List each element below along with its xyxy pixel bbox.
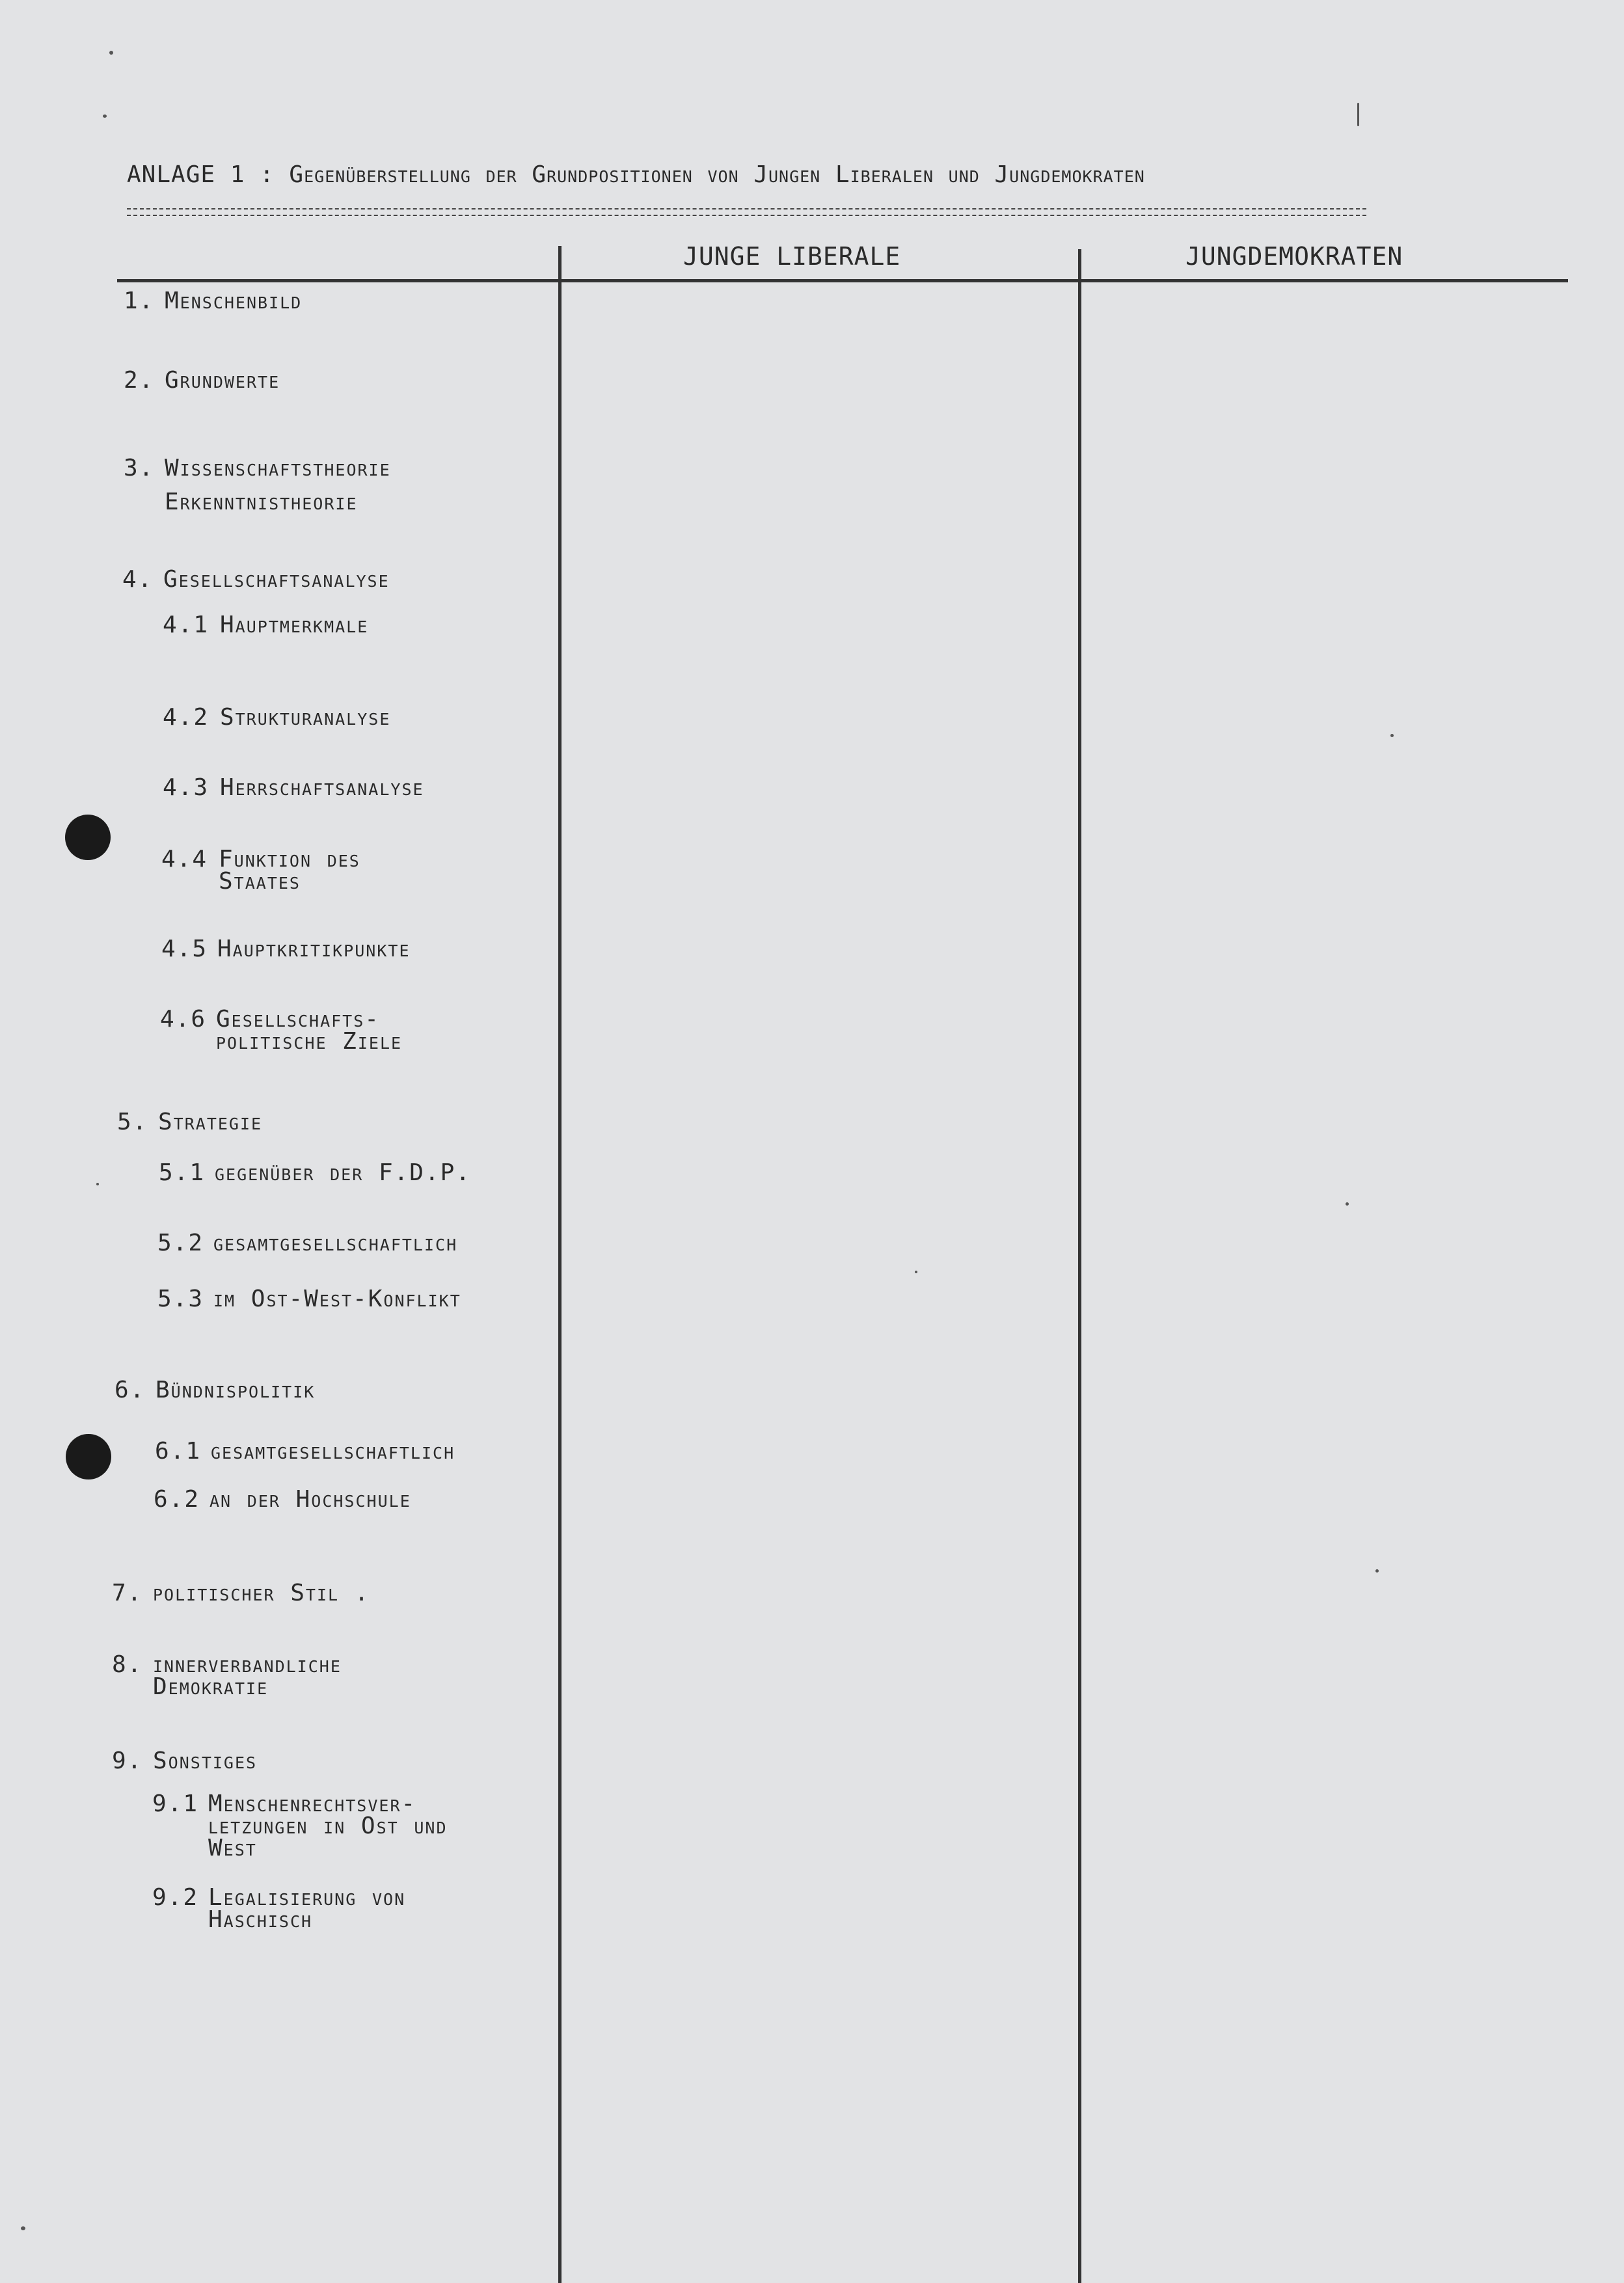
- topic-label: Gesellschafts- politische Ziele: [216, 1006, 403, 1055]
- topic-label: Strukturanalyse: [220, 704, 391, 731]
- topic-6-1-gesamtgesellschaftlich: [155, 1440, 455, 1463]
- topic-number: 4.2: [163, 704, 210, 731]
- topic-number: 5.2: [157, 1230, 204, 1256]
- topic-number: 6.2: [154, 1486, 200, 1513]
- topic-number: 1.: [124, 288, 155, 314]
- column-header-junge-liberale: JUNGE LIBERALE: [683, 242, 901, 271]
- topic-label: Hauptkritikpunkte: [217, 936, 411, 962]
- topic-label: gegenüber der F.D.P.: [215, 1159, 472, 1186]
- topic-5-1-gegenueber-fdp: [159, 1159, 472, 1186]
- topic-label: Legalisierung von Haschisch: [208, 1884, 406, 1933]
- topic-4-3-herrschaftsanalyse: [163, 774, 424, 801]
- topic-label: im Ost-West-Konflikt: [213, 1286, 461, 1312]
- topic-number: 3.: [124, 455, 155, 481]
- topic-3-wissenschaftstheorie: [124, 452, 391, 519]
- topic-4-1-hauptmerkmale: [163, 614, 368, 636]
- topic-number: 6.: [115, 1377, 146, 1403]
- topic-label: Strategie: [158, 1109, 263, 1135]
- topic-8-innerverbandliche-demokratie: [112, 1651, 342, 1700]
- topic-number: 4.1: [163, 612, 210, 638]
- topic-label: politischer Stil .: [153, 1580, 370, 1606]
- topic-label: Funktion des Staates: [219, 846, 360, 895]
- topic-number: 5.3: [157, 1286, 204, 1312]
- topic-9-1-menschenrechtsverletzungen: [152, 1790, 448, 1861]
- scan-speck: [96, 1183, 99, 1185]
- scan-speck: [103, 115, 107, 118]
- punch-hole-lower: [66, 1434, 111, 1479]
- topic-number: 4.: [122, 566, 154, 593]
- topic-label: Hauptmerkmale: [220, 612, 369, 638]
- topic-label: innerverbandliche Demokratie: [153, 1651, 342, 1700]
- punch-hole-upper: [65, 815, 111, 860]
- topic-4-6-gesellschaftspolitische-ziele: [160, 1008, 402, 1053]
- topic-label: Menschenrechtsver- letzungen in Ost und West: [208, 1790, 448, 1861]
- scan-speck: [1346, 1202, 1349, 1206]
- topic-label: gesamtgesellschaftlich: [213, 1230, 458, 1256]
- document-title: ANLAGE 1 : Gegenüberstellung der Grundpositionen von Jungen Liberalen und Jungdemokraten: [127, 161, 1145, 188]
- topic-label: Bündnispolitik: [156, 1377, 316, 1403]
- topic-number: 4.5: [161, 936, 208, 962]
- scan-speck: [915, 1271, 917, 1273]
- topic-4-2-strukturanalyse: [163, 704, 391, 731]
- column-divider-right: [1078, 249, 1081, 2283]
- scan-speck: [1390, 734, 1394, 737]
- column-divider-left: [558, 246, 562, 2283]
- column-header-jungdemokraten: JUNGDEMOKRATEN: [1185, 242, 1403, 271]
- topic-number: 7.: [112, 1580, 143, 1606]
- topic-5-strategie: [117, 1111, 262, 1133]
- topic-6-buendnispolitik: [115, 1379, 315, 1401]
- scan-speck: [1375, 1569, 1379, 1573]
- scan-speck: [1357, 103, 1359, 126]
- table-header-rule: [117, 279, 1568, 282]
- topic-4-5-hauptkritikpunkte: [161, 938, 411, 960]
- title-double-underline: [127, 208, 1366, 216]
- topic-label: gesamtgesellschaftlich: [211, 1438, 455, 1465]
- topic-5-2-gesamtgesellschaftlich: [157, 1232, 457, 1254]
- topic-number: 4.3: [163, 774, 210, 801]
- topic-label: an der Hochschule: [210, 1486, 411, 1513]
- topic-number: 9.: [112, 1748, 143, 1774]
- topic-number: 4.6: [160, 1006, 207, 1033]
- topic-9-2-legalisierung-haschisch: [152, 1884, 406, 1933]
- topic-number: 8.: [112, 1651, 143, 1678]
- topic-number: 6.1: [155, 1438, 202, 1465]
- topic-label: Grundwerte: [165, 367, 280, 394]
- scan-speck: [21, 2226, 25, 2230]
- topic-4-gesellschaftsanalyse: [122, 566, 390, 593]
- topic-number: 9.1: [152, 1790, 199, 1817]
- topic-number: 2.: [124, 367, 155, 394]
- topic-7-politischer-stil: [112, 1582, 370, 1604]
- topic-5-3-ost-west-konflikt: [157, 1288, 461, 1310]
- topic-2-grundwerte: [124, 367, 280, 394]
- topic-1-menschenbild: [124, 290, 302, 312]
- topic-label: Gesellschaftsanalyse: [163, 566, 390, 593]
- topic-label: Wissenschaftstheorie Erkenntnistheorie: [165, 455, 391, 515]
- topic-6-2-hochschule: [154, 1486, 411, 1513]
- topic-number: 5.: [117, 1109, 148, 1135]
- topic-number: 4.4: [161, 846, 208, 872]
- topic-number: 5.1: [159, 1159, 206, 1186]
- topic-number: 9.2: [152, 1884, 199, 1911]
- topic-label: Herrschaftsanalyse: [220, 774, 424, 801]
- scan-speck: [109, 51, 113, 55]
- topic-label: Sonstiges: [153, 1748, 258, 1774]
- topic-4-4-funktion-des-staates: [161, 848, 360, 893]
- topic-label: Menschenbild: [165, 288, 303, 314]
- topic-9-sonstiges: [112, 1750, 257, 1772]
